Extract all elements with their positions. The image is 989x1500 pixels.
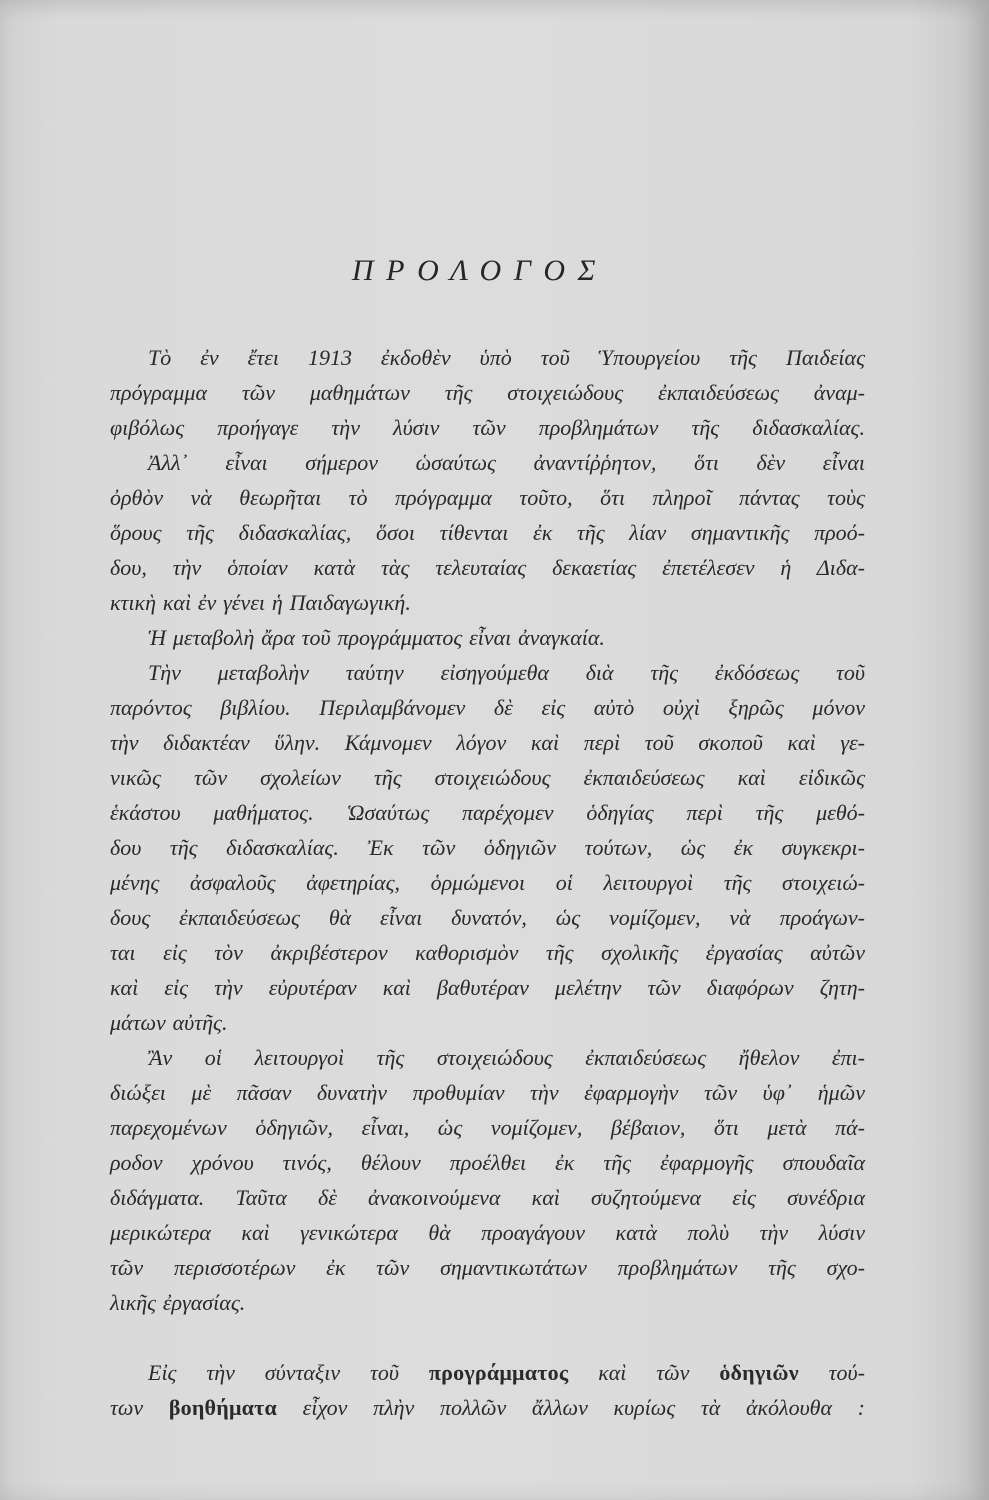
paragraph-6 [110,1355,865,1425]
bold-term: προγράμματος [428,1360,569,1385]
text-line: ἑκάστου μαθήματος. Ὡσαύτως παρέχομεν ὁδηγίας περὶ τῆς μεθό- [110,800,865,825]
text-segment: καὶ τῶν [598,1360,690,1385]
text-line [110,1355,865,1390]
text-line: ὅρους τῆς διδασκαλίας, ὅσοι τίθενται ἐκ τῆς λίαν σημαντικῆς προό- [110,520,865,545]
text-line: μένης ἀσφαλοῦς ἀφετηρίας, ὁρμώμενοι οἱ λειτουργοὶ τῆς στοιχειώ- [110,870,865,895]
prologue-text [110,340,865,1425]
text-segment: εἶχον πλὴν πολλῶν ἄλλων κυρίως τὰ ἀκόλουθα : [302,1395,865,1420]
text-line: ὀρθὸν νὰ θεωρῆται τὸ πρόγραμμα τοῦτο, ὅτι πληροῖ πάντας τοὺς [110,485,865,510]
page-title: ΠΡΟΛΟΓΟΣ [351,254,609,287]
text-line: νικῶς τῶν σχολείων τῆς στοιχειώδους ἐκπαιδεύσεως καὶ εἰδικῶς [110,765,865,790]
text-line: ροδον χρόνου τινός, θέλουν προέλθει ἐκ τῆς ἐφαρμογῆς σπουδαῖα [110,1150,865,1175]
text-line: Ἡ μεταβολὴ ἄρα τοῦ προγράμματος εἶναι ἀναγκαία. [148,625,605,650]
text-segment: Εἰς τὴν σύνταξιν τοῦ [148,1360,400,1385]
text-line: φιβόλως προήγαγε τὴν λύσιν τῶν προβλημάτων τῆς διδασκαλίας. [110,415,865,440]
text-line: μάτων αὐτῆς. [110,1010,228,1035]
text-line: Ἂν οἱ λειτουργοὶ τῆς στοιχειώδους ἐκπαιδεύσεως ἤθελον ἐπι- [148,1045,865,1070]
text-line: πρόγραμμα τῶν μαθημάτων τῆς στοιχειώδους ἐκπαιδεύσεως ἀναμ- [110,380,865,405]
text-line: δου, τὴν ὁποίαν κατὰ τὰς τελευταίας δεκαετίας ἐπετέλεσεν ἡ Διδα- [110,555,865,580]
text-line: καὶ εἰς τὴν εὐρυτέραν καὶ βαθυτέραν μελέτην τῶν διαφόρων ζητη- [110,975,865,1000]
text-line: τῶν περισσοτέρων ἐκ τῶν σημαντικωτάτων προβλημάτων τῆς σχο- [110,1255,865,1280]
text-line: μερικώτερα καὶ γενικώτερα θὰ προαγάγουν κατὰ πολὺ τὴν λύσιν [110,1220,865,1245]
paragraph-3 [110,620,865,655]
text-line: δου τῆς διδασκαλίας. Ἐκ τῶν ὁδηγιῶν τούτων, ὡς ἐκ συγκεκρι- [110,835,865,860]
text-line: δους ἐκπαιδεύσεως θὰ εἶναι δυνατόν, ὡς νομίζομεν, νὰ προάγων- [110,905,865,930]
text-segment: των [110,1395,144,1420]
paragraph-4 [110,655,865,1040]
paragraph-gap [110,1320,865,1355]
text-line: Τὴν μεταβολὴν ταύτην εἰσηγούμεθα διὰ τῆς ἐκδόσεως τοῦ [148,660,865,685]
text-line: παρεχομένων ὁδηγιῶν, εἶναι, ὡς νομίζομεν, βέβαιον, ὅτι μετὰ πά- [110,1115,865,1140]
text-line: Ἀλλ᾿ εἶναι σήμερον ὡσαύτως ἀναντίῤῥητον, ὅτι δὲν εἶναι [148,450,865,475]
text-line: διώξει μὲ πᾶσαν δυνατὴν προθυμίαν τὴν ἐφαρμογὴν τῶν ὑφ᾿ ἡμῶν [110,1080,865,1105]
text-line: τὴν διδακτέαν ὕλην. Κάμνομεν λόγον καὶ περὶ τοῦ σκοποῦ καὶ γε- [110,730,865,755]
paragraph-5 [110,1040,865,1320]
text-line: διδάγματα. Ταῦτα δὲ ἀνακοινούμενα καὶ συζητούμενα εἰς συνέδρια [110,1185,865,1210]
text-line: κτικὴ καὶ ἐν γένει ἡ Παιδαγωγική. [110,590,411,615]
text-line: παρόντος βιβλίου. Περιλαμβάνομεν δὲ εἰς αὐτὸ οὐχὶ ξηρῶς μόνον [110,695,865,720]
text-line: Τὸ ἐν ἔτει 1913 ἐκδοθὲν ὑπὸ τοῦ Ὑπουργείου τῆς Παιδείας [148,345,865,370]
text-line: λικῆς ἐργασίας. [110,1290,246,1315]
bold-term: ὁδηγιῶν [719,1360,799,1385]
paragraph-2 [110,445,865,620]
paragraph-1 [110,340,865,445]
text-segment: τού- [828,1360,865,1385]
bold-term: βοηθήματα [168,1395,278,1420]
text-line: ται εἰς τὸν ἀκριβέστερον καθορισμὸν τῆς σχολικῆς ἐργασίας αὐτῶν [110,940,865,965]
text-line [110,1390,865,1425]
